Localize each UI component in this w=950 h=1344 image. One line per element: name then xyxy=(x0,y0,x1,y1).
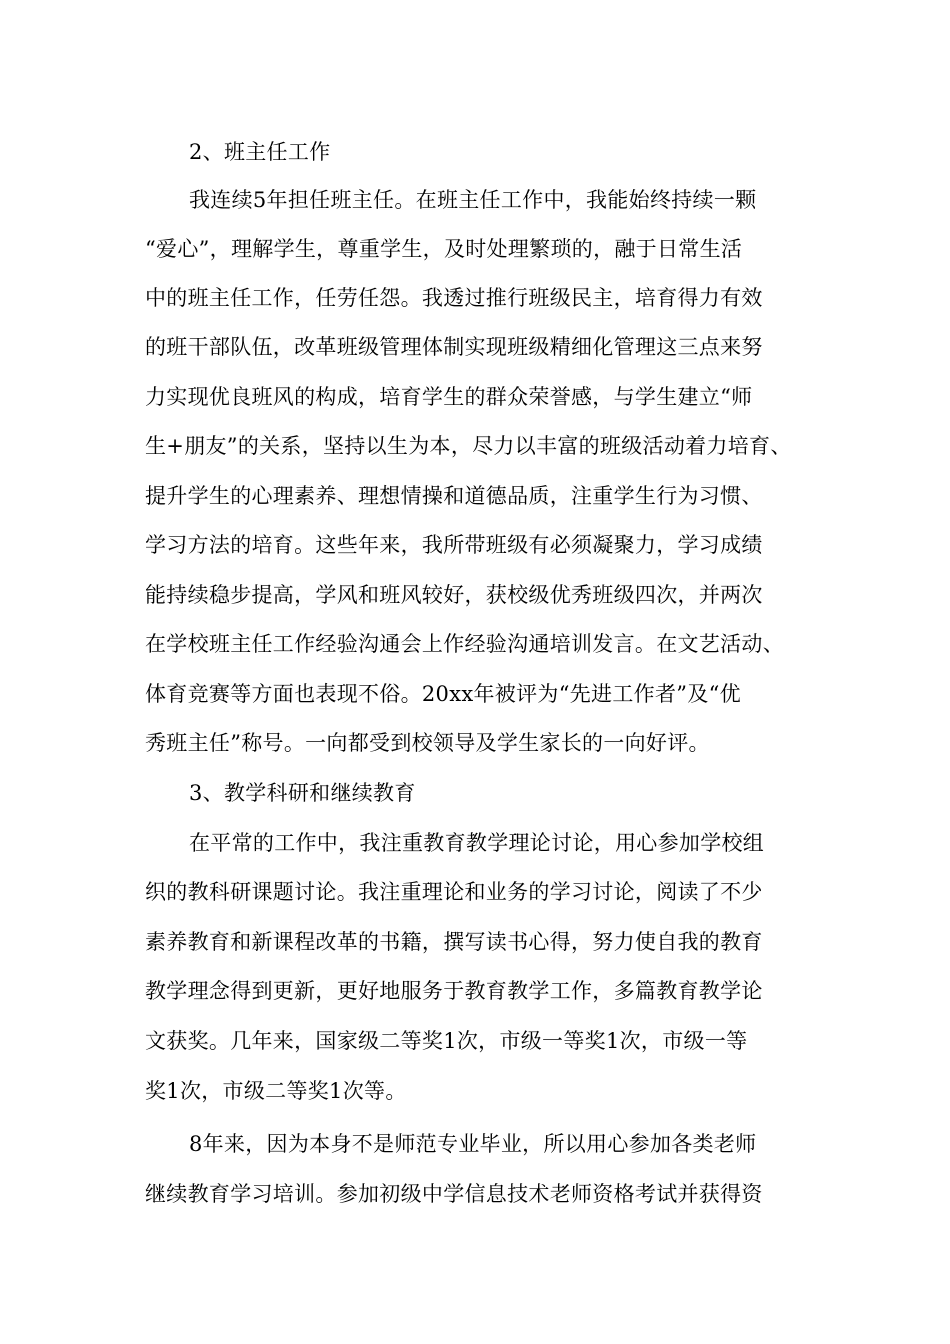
paragraph-line: 素养教育和新课程改革的书籍，撰写读书心得，努力使自我的教育 xyxy=(145,930,763,954)
section-heading: 2、班主任工作 xyxy=(189,140,331,164)
paragraph-line: 继续教育学习培训。参加初级中学信息技术老师资格考试并获得资 xyxy=(145,1182,763,1206)
paragraph-line: “爱心”，理解学生，尊重学生，及时处理繁琐的，融于日常生活 xyxy=(145,237,743,261)
paragraph-line: 学习方法的培育。这些年来，我所带班级有必须凝聚力，学习成绩 xyxy=(145,533,763,557)
paragraph-line: 体育竞赛等方面也表现不俗。20xx年被评为“先进工作者”及“优 xyxy=(145,682,741,706)
section-heading: 3、教学科研和继续教育 xyxy=(189,781,416,805)
paragraph-line: 织的教科研课题讨论。我注重理论和业务的学习讨论，阅读了不少 xyxy=(145,880,763,904)
paragraph-line: 我连续5年担任班主任。在班主任工作中，我能始终持续一颗 xyxy=(189,188,757,212)
paragraph-line: 秀班主任”称号。一向都受到校领导及学生家长的一向好评。 xyxy=(145,731,710,755)
paragraph-line: 提升学生的心理素养、理想情操和道德品质，注重学生行为习惯、 xyxy=(145,484,763,508)
paragraph-line: 奖1次，市级二等奖1次等。 xyxy=(145,1079,407,1103)
paragraph-line: 在学校班主任工作经验沟通会上作经验沟通培训发言。在文艺活动、 xyxy=(145,632,784,656)
paragraph-line: 教学理念得到更新，更好地服务于教育教学工作，多篇教育教学论 xyxy=(145,979,763,1003)
paragraph-line: 力实现优良班风的构成，培育学生的群众荣誉感，与学生建立“师 xyxy=(145,385,753,409)
paragraph-line: 中的班主任工作，任劳任怨。我透过推行班级民主，培育得力有效 xyxy=(145,286,763,310)
paragraph-line: 文获奖。几年来，国家级二等奖1次，市级一等奖1次，市级一等 xyxy=(145,1029,748,1053)
paragraph-line: 生+朋友”的关系，坚持以生为本，尽力以丰富的班级活动着力培育、 xyxy=(145,434,792,458)
paragraph-line: 8年来，因为本身不是师范专业毕业，所以用心参加各类老师 xyxy=(189,1132,757,1156)
paragraph-line: 在平常的工作中，我注重教育教学理论讨论，用心参加学校组 xyxy=(189,831,765,855)
paragraph-line: 的班干部队伍，改革班级管理体制实现班级精细化管理这三点来努 xyxy=(145,335,763,359)
paragraph-line: 能持续稳步提高，学风和班风较好，获校级优秀班级四次，并两次 xyxy=(145,583,763,607)
